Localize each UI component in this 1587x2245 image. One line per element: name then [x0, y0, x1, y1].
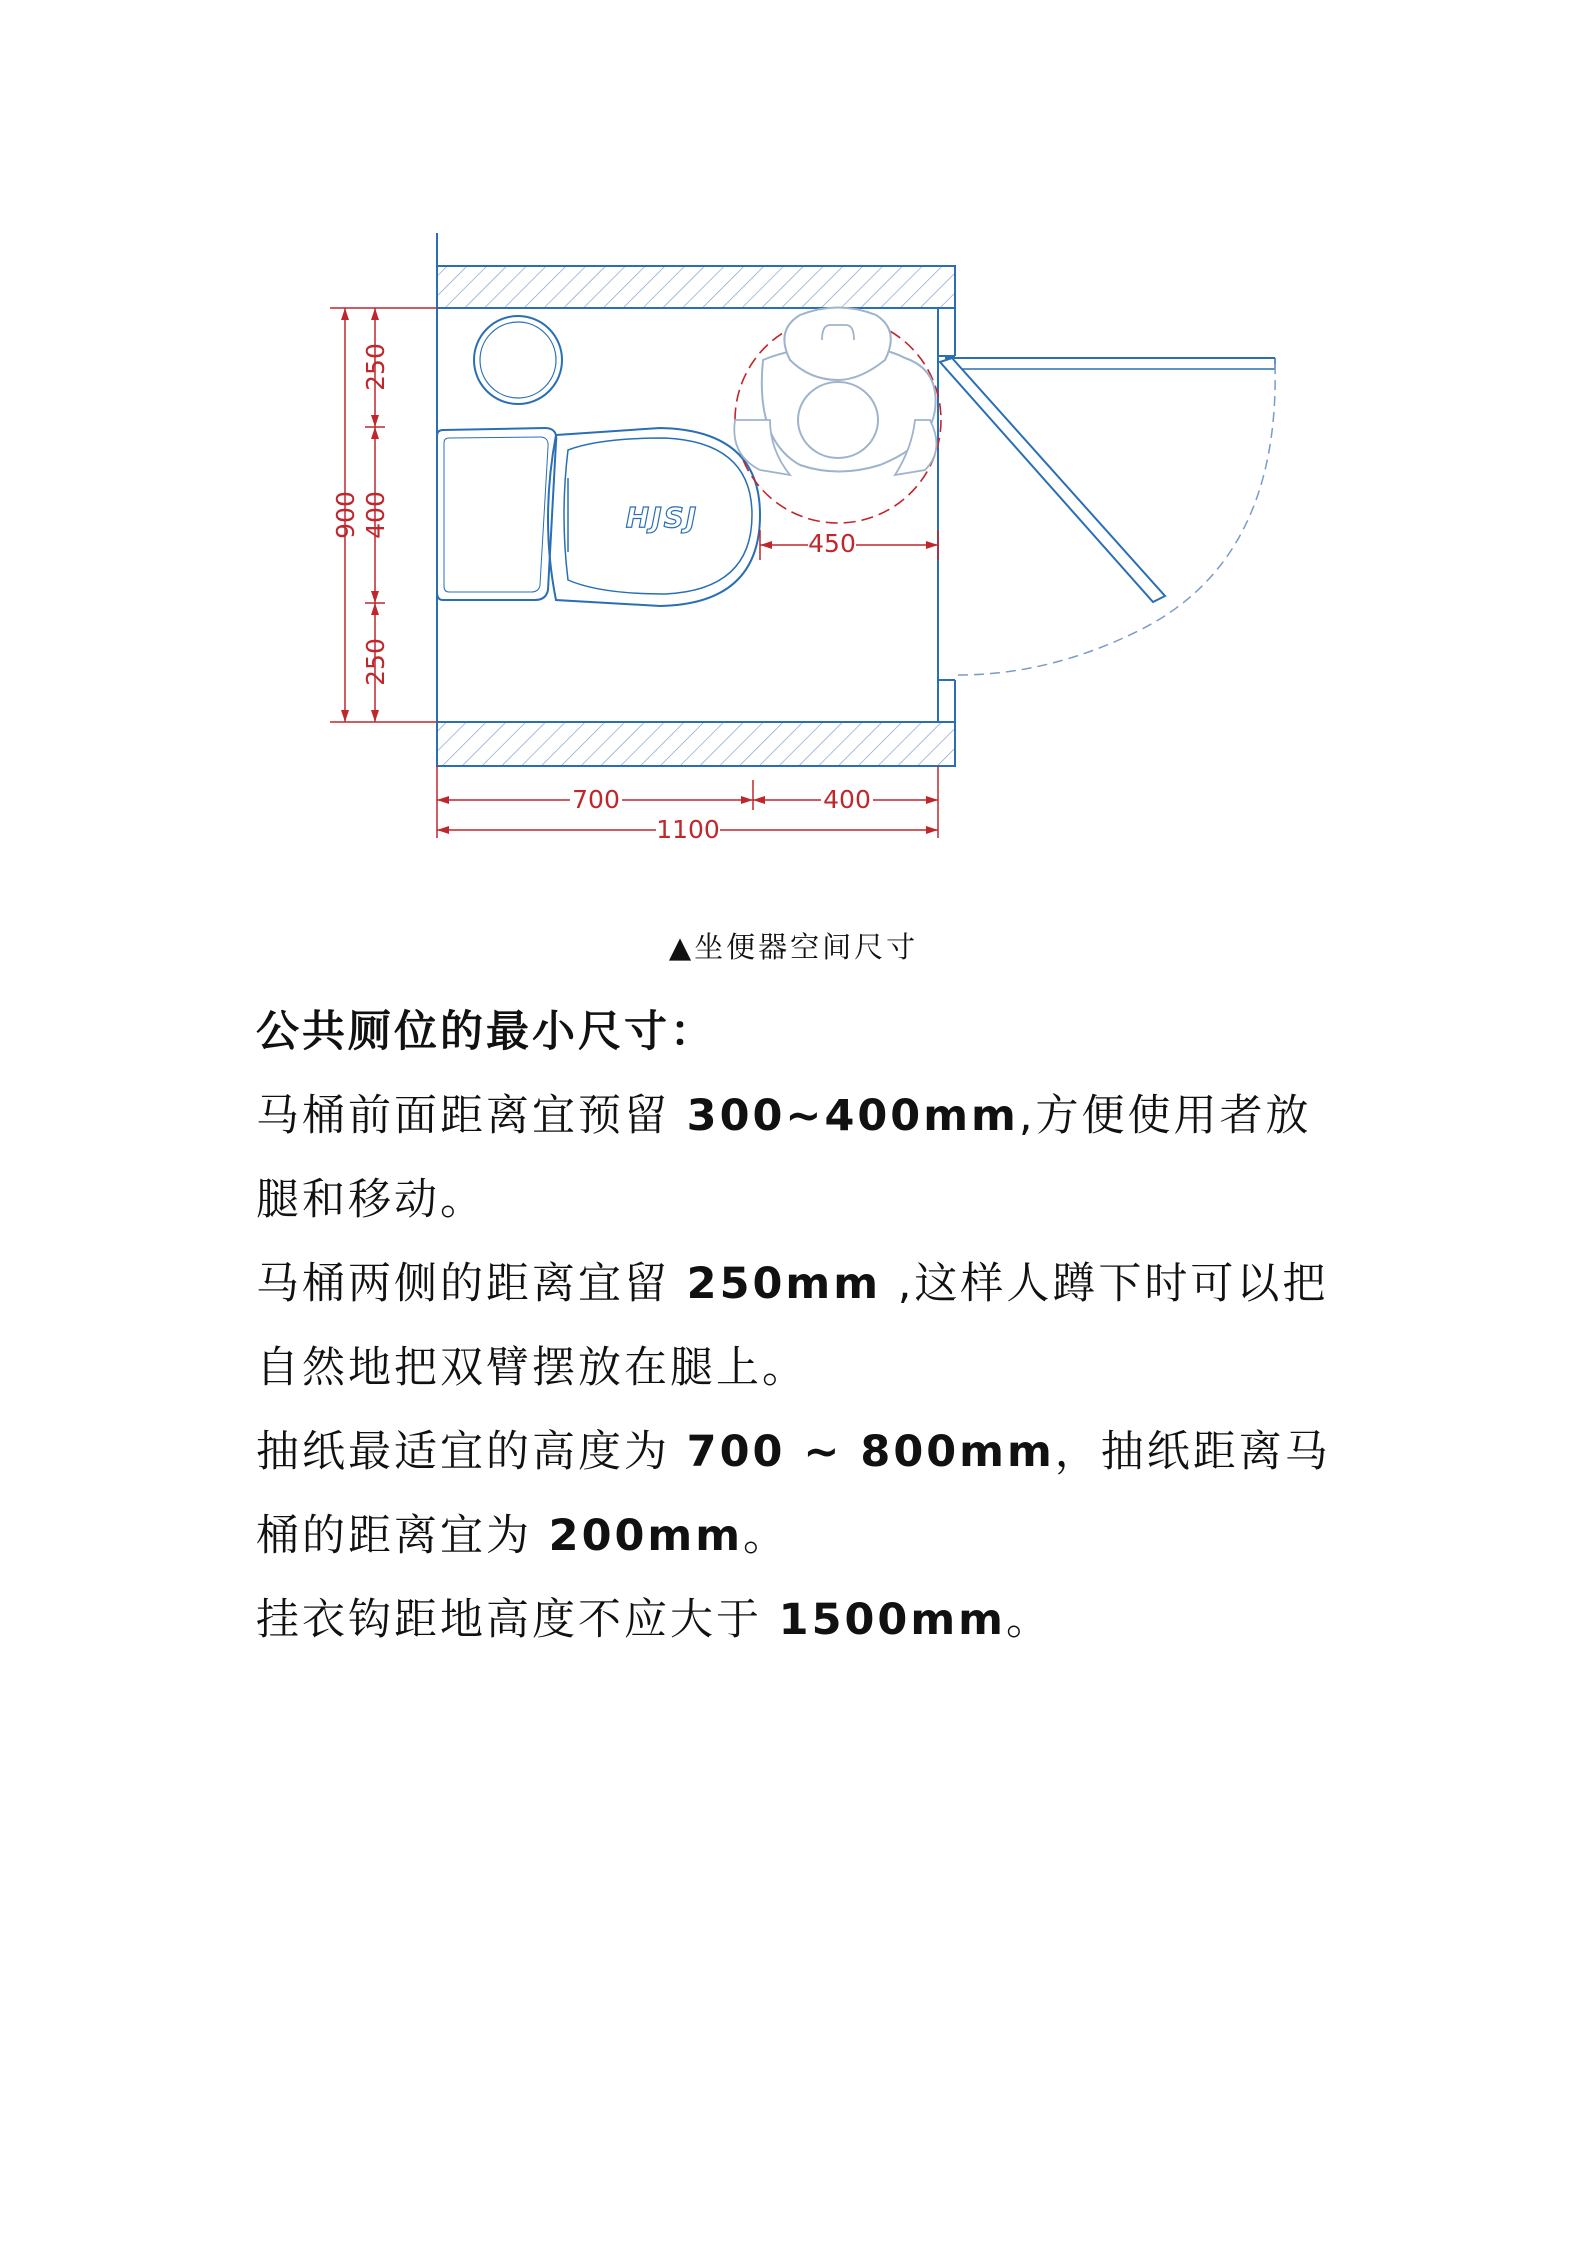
dim-250-bottom: 250: [361, 638, 390, 686]
bottom-dimension-labels: [572, 785, 871, 844]
door-arc: [958, 364, 1275, 675]
bottom-wall: [437, 722, 955, 766]
dim-400-mid: 400: [361, 491, 390, 539]
top-wall: [437, 266, 955, 308]
paragraph-side-clearance: 马桶两侧的距离宜留 250mm ,这样人蹲下时可以把自然地把双臂摆放在腿上。: [256, 1259, 1329, 1393]
paragraph-front-clearance: 马桶前面距离宜预留 300~400mm,方便使用者放腿和移动。: [256, 1091, 1312, 1225]
article-body: [256, 990, 1356, 1662]
dim-250-top: 250: [361, 343, 390, 391]
paragraph-tissue-height: 抽纸最适宜的高度为 700 ~ 800mm，抽纸距离马桶的距离宜为 200mm。: [256, 1427, 1331, 1561]
person-head: [798, 382, 878, 458]
figure-caption: ▲坐便器空间尺寸: [668, 930, 919, 964]
section-heading: 公共厕位的最小尺寸：: [256, 1007, 716, 1057]
vertical-dimension-labels: [331, 343, 390, 686]
paragraph-coat-hook: 挂衣钩距地高度不应大于 1500mm。: [256, 1595, 1052, 1645]
toilet-paper-holder: [474, 316, 562, 404]
seated-person-figure: [734, 308, 941, 524]
door-leaf: [940, 358, 1165, 602]
walls: [437, 233, 955, 766]
door-swing: [940, 358, 1275, 675]
dim-450-clearance: 450: [808, 529, 856, 558]
dim-900-total: 900: [331, 491, 360, 539]
dim-400-right: 400: [823, 785, 871, 814]
toilet-space-plan-diagram: [0, 0, 1587, 900]
dim-1100-total: 1100: [656, 815, 720, 844]
toilet-tank-inner: [444, 437, 548, 592]
dim-700: 700: [572, 785, 620, 814]
brand-mark: HJSJ: [625, 501, 699, 534]
toilet-tank: [437, 428, 556, 600]
toilet: [437, 428, 760, 606]
person-feet: [822, 325, 854, 340]
